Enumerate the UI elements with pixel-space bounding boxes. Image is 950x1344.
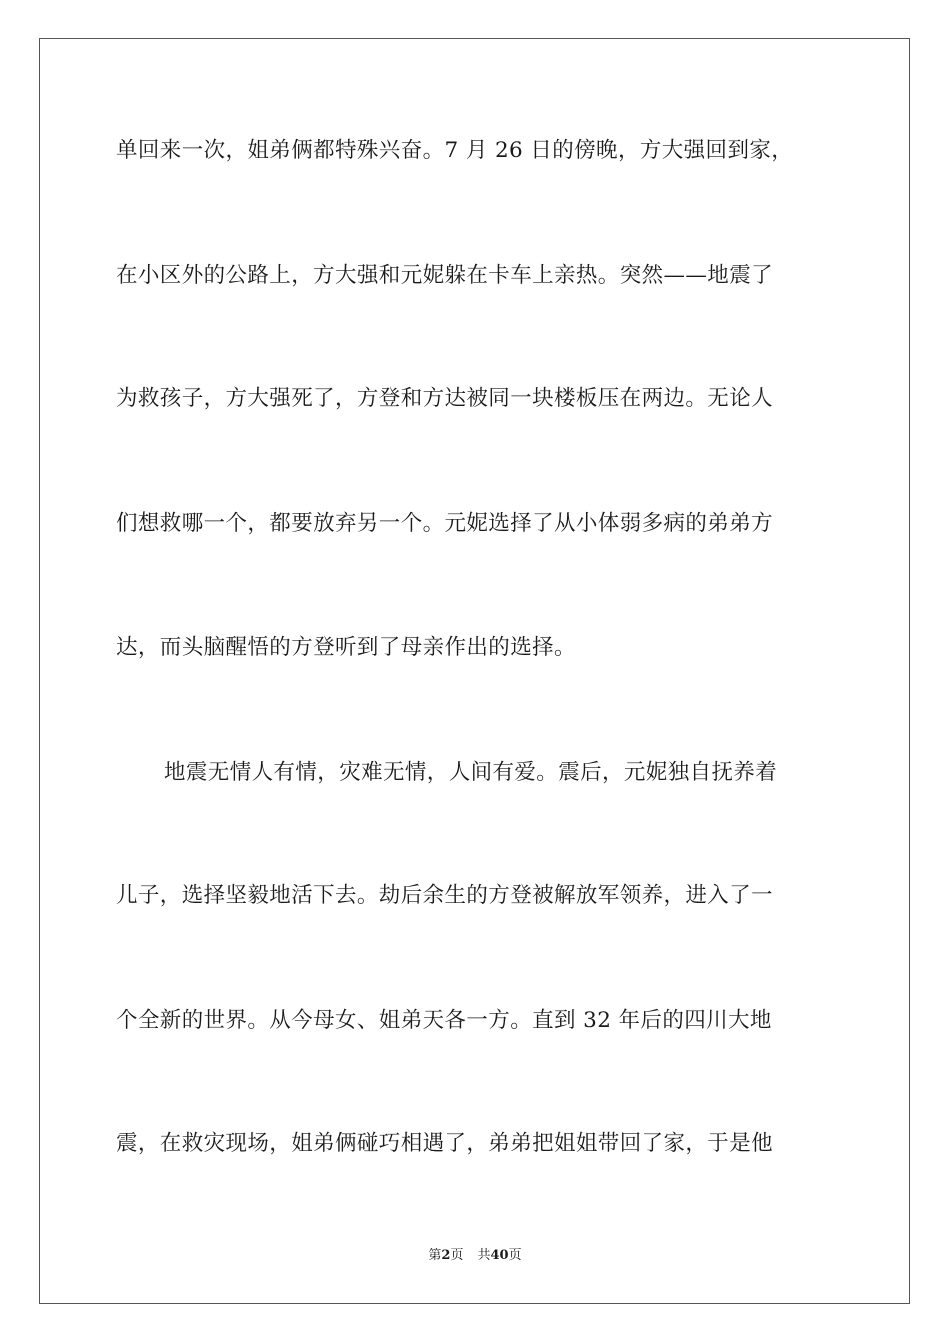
page-number-current: 2 [441,1248,451,1263]
page-footer [0,1247,950,1265]
page-number-suffix: 页 [450,1248,464,1263]
body-line-7: 儿子，选择坚毅地活下去。劫后余生的方登被解放军领养，进入了一 [116,883,774,908]
page-total-prefix: 共 [477,1248,491,1263]
body-line-1: 单回来一次，姐弟俩都特殊兴奋。7 月 26 日的傍晚，方大强回到家， [116,138,794,163]
body-line-6-paragraph-start: 地震无情人有情，灾难无情，人间有爱。震后，元妮独自抚养着 [164,760,778,785]
page-border [39,38,910,1304]
body-line-3: 为救孩子，方大强死了，方登和方达被同一块楼板压在两边。无论人 [116,386,774,411]
body-line-9: 震，在救灾现场，姐弟俩碰巧相遇了，弟弟把姐姐带回了家，于是他 [116,1131,774,1156]
body-line-4: 们想救哪一个，都要放弃另一个。元妮选择了从小体弱多病的弟弟方 [116,511,774,536]
body-line-8: 个全新的世界。从今母女、姐弟天各一方。直到 32 年后的四川大地 [116,1008,772,1033]
body-line-2: 在小区外的公路上，方大强和元妮躲在卡车上亲热。突然——地震了 [116,263,774,288]
page-number-prefix: 第 [428,1248,442,1263]
page-number-total: 40 [490,1248,509,1263]
body-line-5: 达，而头脑醒悟的方登听到了母亲作出的选择。 [116,635,576,660]
page-total-suffix: 页 [508,1248,522,1263]
